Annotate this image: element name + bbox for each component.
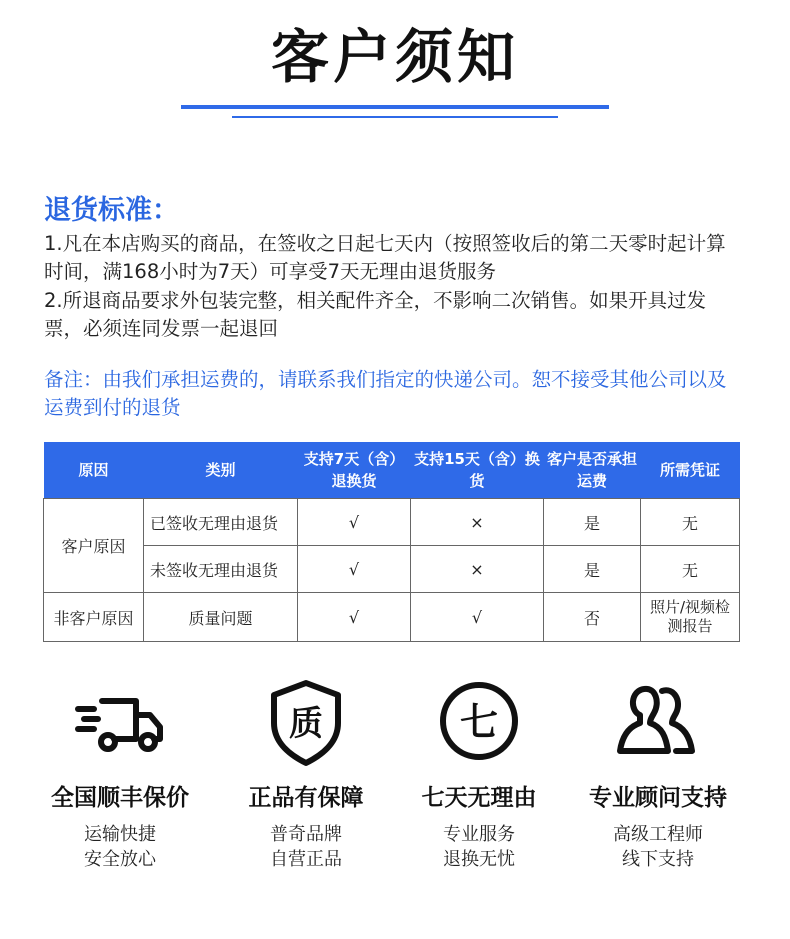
feature-line: 普奇品牌 xyxy=(270,824,342,845)
table-row xyxy=(44,593,740,642)
reason-cell: 客户原因 xyxy=(44,499,144,593)
feature-line: 自营正品 xyxy=(270,849,342,870)
feature-seven-days xyxy=(379,675,579,872)
return-7-cell: √ xyxy=(298,593,411,642)
seven-circle-icon xyxy=(431,675,527,771)
return-policy-table xyxy=(43,442,740,642)
table-row xyxy=(44,546,740,593)
exchange-15-cell: × xyxy=(411,499,544,546)
shield-glyph: 质 xyxy=(289,704,323,744)
proof-cell: 照片/视频检测报告 xyxy=(641,593,740,642)
feature-line: 专业服务 xyxy=(443,824,515,845)
truck-icon xyxy=(72,675,168,771)
table-header-row xyxy=(44,442,740,499)
page-title: 客户须知 xyxy=(270,23,519,91)
category-cell: 已签收无理由退货 xyxy=(144,499,298,546)
feature-title: 正品有保障 xyxy=(248,785,364,811)
header-reason: 原因 xyxy=(44,442,144,499)
header-15-day-exchange: 支持15天（含）换货 xyxy=(411,442,544,499)
return-7-cell: √ xyxy=(298,546,411,593)
exchange-15-cell: × xyxy=(411,546,544,593)
category-cell: 未签收无理由退货 xyxy=(144,546,298,593)
feature-line: 退换无忧 xyxy=(443,849,515,870)
seven-glyph: 七 xyxy=(459,700,499,744)
feature-title: 专业顾问支持 xyxy=(589,785,727,811)
feature-shipping xyxy=(20,675,220,872)
header-category: 类别 xyxy=(144,442,298,499)
category-cell: 质量问题 xyxy=(144,593,298,642)
users-support-icon xyxy=(610,675,706,771)
header-shipping-cost: 客户是否承担运费 xyxy=(544,442,641,499)
returns-rule-1: 1.凡在本店购买的商品，在签收之日起七天内（按照签收后的第二天零时起计算时间，满168小时为7天）可享受7天无理由退货服务 xyxy=(44,232,726,283)
feature-line: 线下支持 xyxy=(622,849,694,870)
reason-cell: 非客户原因 xyxy=(44,593,144,642)
header-required-proof: 所需凭证 xyxy=(641,442,740,499)
return-7-cell: √ xyxy=(298,499,411,546)
feature-line: 高级工程师 xyxy=(613,824,703,845)
proof-cell: 无 xyxy=(641,546,740,593)
returns-note: 备注：由我们承担运费的，请联系我们指定的快递公司。恕不接受其他公司以及运费到付的退货 xyxy=(44,368,727,419)
shipping-cell: 是 xyxy=(544,546,641,593)
proof-cell: 无 xyxy=(641,499,740,546)
returns-section-title: 退货标准： xyxy=(44,195,179,226)
exchange-15-cell: √ xyxy=(411,593,544,642)
feature-line: 安全放心 xyxy=(84,849,156,870)
returns-rule-2: 2.所退商品要求外包装完整，相关配件齐全，不影响二次销售。如果开具过发票，必须连同发票一起退回 xyxy=(44,289,707,340)
table-row xyxy=(44,499,740,546)
shipping-cell: 是 xyxy=(544,499,641,546)
feature-line: 运输快捷 xyxy=(84,824,156,845)
feature-title: 七天无理由 xyxy=(421,785,537,811)
feature-title: 全国顺丰保价 xyxy=(51,785,189,811)
feature-genuine xyxy=(206,675,406,872)
title-underline-short xyxy=(232,116,558,118)
feature-expert-support xyxy=(558,675,758,872)
shield-quality-icon xyxy=(258,675,354,771)
title-underline-long xyxy=(181,105,609,109)
header-7-day-return: 支持7天（含）退换货 xyxy=(298,442,411,499)
shipping-cell: 否 xyxy=(544,593,641,642)
